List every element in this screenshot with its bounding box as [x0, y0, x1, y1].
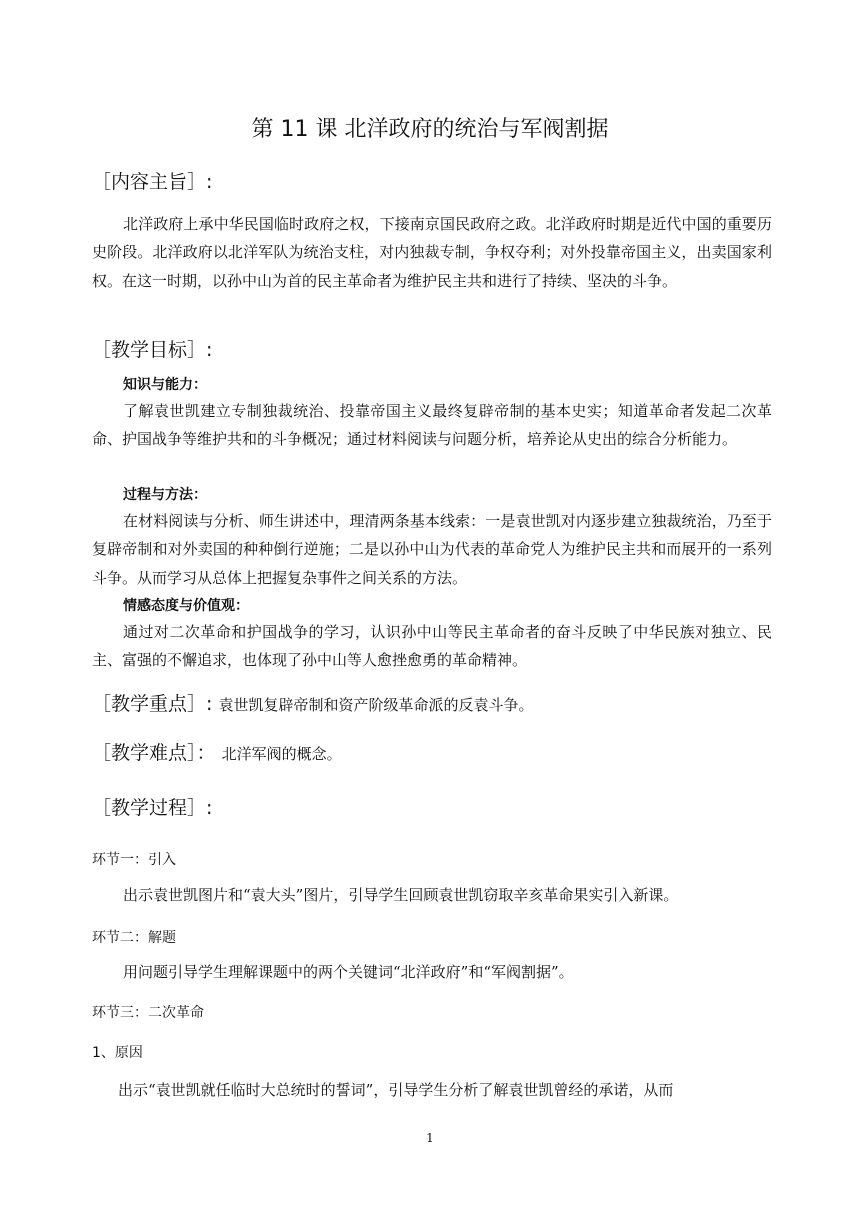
cause-label: 1、原因 — [92, 1045, 143, 1061]
cause-paragraph: 出示“袁世凯就任临时大总统时的誓词”，引导学生分析了解袁世凯曾经的承诺，从而 — [118, 1081, 674, 1099]
step-two-paragraph: 用问题引导学生理解课题中的两个关键词“北洋政府”和“军阀割据”。 — [123, 963, 574, 981]
process-method-paragraph: 在材料阅读与分析、师生讲述中，理清两条基本线索：一是袁世凯对内逐步建立独裁统治，乃至于复辟帝制和对外卖国的种种倒行逆施；二是以孙中山为代表的革命党人为维护民主共和而展开的一系列斗争。从而学习从总体上把握复杂事件之间关系的方法。 — [92, 512, 772, 587]
key-point-text: 袁世凯复辟帝制和资产阶级革命派的反袁斗争。 — [218, 696, 534, 714]
content-purpose-paragraph: 北洋政府上承中华民国临时政府之权，下接南京国民政府之政。北洋政府时期是近代中国的重要历史阶段。北洋政府以北洋军队为统治支柱，对内独裁专制，争权夺利；对外投靠帝国主义，出卖国家利权。在这一时期，以孙中山为首的民主革命者为维护民主共和进行了持续、坚决的斗争。 — [92, 215, 772, 290]
difficulty-text: 北洋军阀的概念。 — [221, 745, 342, 763]
section-heading-objectives: ［教学目标］: — [92, 339, 213, 361]
step-two-label: 环节二：解题 — [92, 930, 176, 946]
emotion-values-label: 情感态度与价值观： — [123, 598, 249, 614]
step-one-paragraph: 出示袁世凯图片和“袁大头”图片，引导学生回顾袁世凯窃取辛亥革命果实引入新课。 — [123, 886, 679, 904]
difficulty-heading: ［教学难点］： — [92, 742, 216, 764]
knowledge-ability-label: 知识与能力： — [123, 377, 207, 393]
section-heading-content-purpose: ［内容主旨］: — [92, 171, 213, 193]
emotion-values-paragraph: 通过对二次革命和护国战争的学习，认识孙中山等民主革命者的奋斗反映了中华民族对独立、民主、富强的不懈追求，也体现了孙中山等人愈挫愈勇的革命精神。 — [92, 623, 772, 670]
key-point-heading: ［教学重点］: — [92, 693, 213, 715]
step-one-label: 环节一：引入 — [92, 852, 176, 868]
page-number: 1 — [426, 1131, 434, 1145]
section-heading-key-point — [92, 690, 533, 719]
knowledge-ability-paragraph: 了解袁世凯建立专制独裁统治、投靠帝国主义最终复辟帝制的基本史实；知道革命者发起二次革命、护国战争等维护共和的斗争概况；通过材料阅读与问题分析，培养论从史出的综合分析能力。 — [92, 402, 772, 449]
step-three-label: 环节三：二次革命 — [92, 1005, 204, 1021]
section-heading-process: ［教学过程］: — [92, 797, 213, 819]
process-method-label: 过程与方法： — [123, 487, 207, 503]
section-heading-difficulty — [92, 739, 342, 768]
page-title: 第 11 课 北洋政府的统治与军阀割据 — [251, 117, 609, 142]
